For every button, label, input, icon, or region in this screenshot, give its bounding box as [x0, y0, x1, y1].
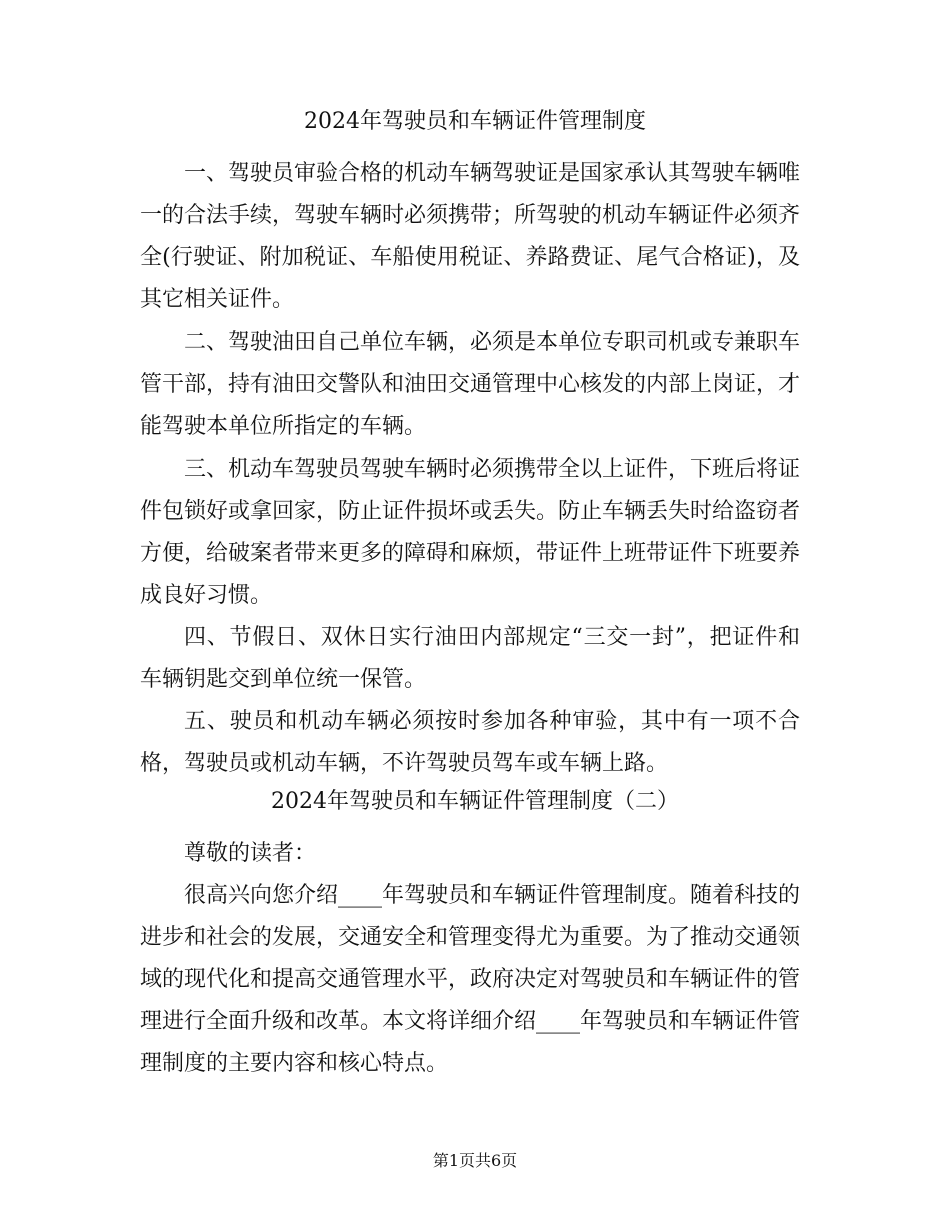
paragraph-4: 四、节假日、双休日实行油田内部规定“三交一封”，把证件和车辆钥匙交到单位统一保管。 [140, 625, 800, 692]
paragraph-2: 二、驾驶油田自己单位车辆，必须是本单位专职司机或专兼职车管干部，持有油田交警队和油田交通管理中心核发的内部上岗证，才能驾驶本单位所指定的车辆。 [140, 330, 801, 439]
page-footer: 第1页共6页 [432, 1151, 518, 1170]
paragraph-1: 一、驾驶员审验合格的机动车辆驾驶证是国家承认其驾驶车辆唯一的合法手续，驾驶车辆时必须携带；所驾驶的机动车辆证件必须齐全(行驶证、附加税证、车船使用税证、养路费证、尾气合格证)，及其它相关证件。 [140, 161, 801, 312]
paragraph-5: 五、驶员和机动车辆必须按时参加各种审验，其中有一项不合格，驾驶员或机动车辆，不许驾驶员驾车或车辆上路。 [140, 709, 800, 776]
intro-paragraph: 很高兴向您介绍____年驾驶员和车辆证件管理制度。随着科技的进步和社会的发展，交通安全和管理变得尤为重要。为了推动交通领域的现代化和提高交通管理水平，政府决定对驾驶员和车辆证件的管理进行全面升级和改革。本文将详细介绍____年驾驶员和车辆证件管理制度的主要内容和核心特点。 [140, 883, 801, 1076]
paragraph-3: 三、机动车驾驶员驾驶车辆时必须携带全以上证件，下班后将证件包锁好或拿回家，防止证件损坏或丢失。防止车辆丢失时给盗窃者方便，给破案者带来更多的障碍和麻烦，带证件上班带证件下班要养成良好习惯。 [140, 457, 801, 608]
salutation: 尊敬的读者： [184, 841, 317, 866]
section-2-title: 2024年驾驶员和车辆证件管理制度（二） [271, 789, 679, 814]
document-title: 2024年驾驶员和车辆证件管理制度 [304, 109, 646, 134]
